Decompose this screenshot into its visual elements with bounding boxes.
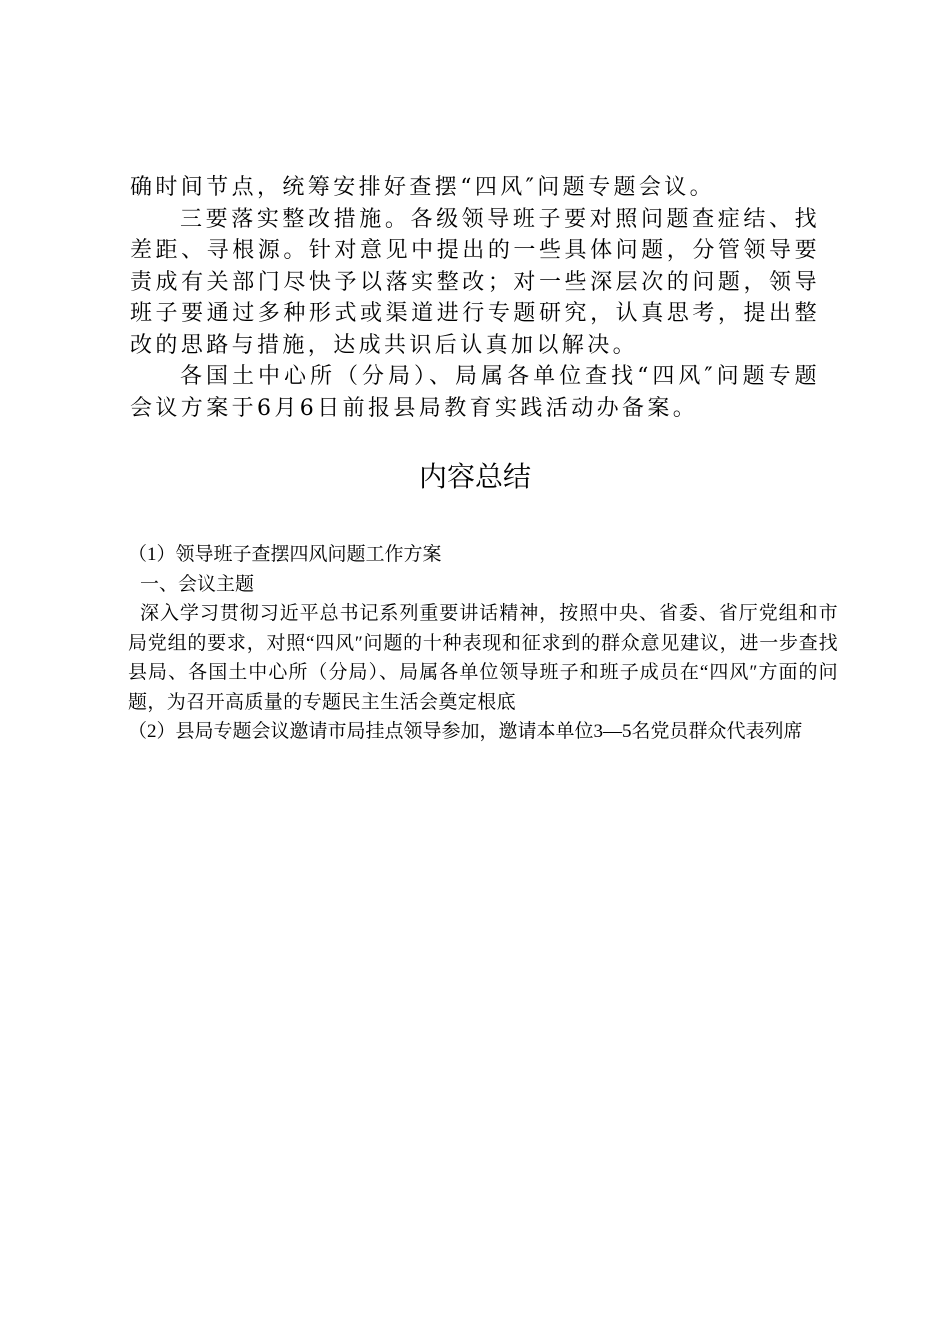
summary-body: [128, 540, 838, 747]
summary-title: 内容总结: [418, 462, 531, 493]
summary-item: 一、会议主题: [140, 573, 255, 595]
summary-item: （2）县局专题会议邀请市局挂点领导参加，邀请本单位3—5名党员群众代表列席: [128, 721, 803, 742]
body-paragraph: 确时间节点，统筹安排好查摆“四风″问题专题会议。: [130, 175, 716, 200]
document-body: [130, 172, 820, 424]
summary-item: （1）领导班子查摆四风问题工作方案: [128, 544, 442, 565]
summary-item: 深入学习贯彻习近平总书记系列重要讲话精神，按照中央、省委、省厅党组和市局党组的要求，对照“四风″问题的十种表现和征求到的群众意见建议，进一步查找县局、各国土中心所（分局）、局属各单位领导班子和班子成员在“四风″方面的问题，为召开高质量的专题民主生活会奠定根底: [128, 603, 838, 713]
body-paragraph: 三要落实整改措施。各级领导班子要对照问题查症结、找差距、寻根源。针对意见中提出的一些具体问题，分管领导要责成有关部门尽快予以落实整改；对一些深层次的问题，领导班子要通过多种形式或渠道进行专题研究，认真思考，提出整改的思路与措施，达成共识后认真加以解决。: [130, 206, 820, 358]
body-paragraph: 各国土中心所（分局）、局属各单位查找“四风″问题专题会议方案于6月6日前报县局教育实践活动办备案。: [130, 364, 820, 421]
